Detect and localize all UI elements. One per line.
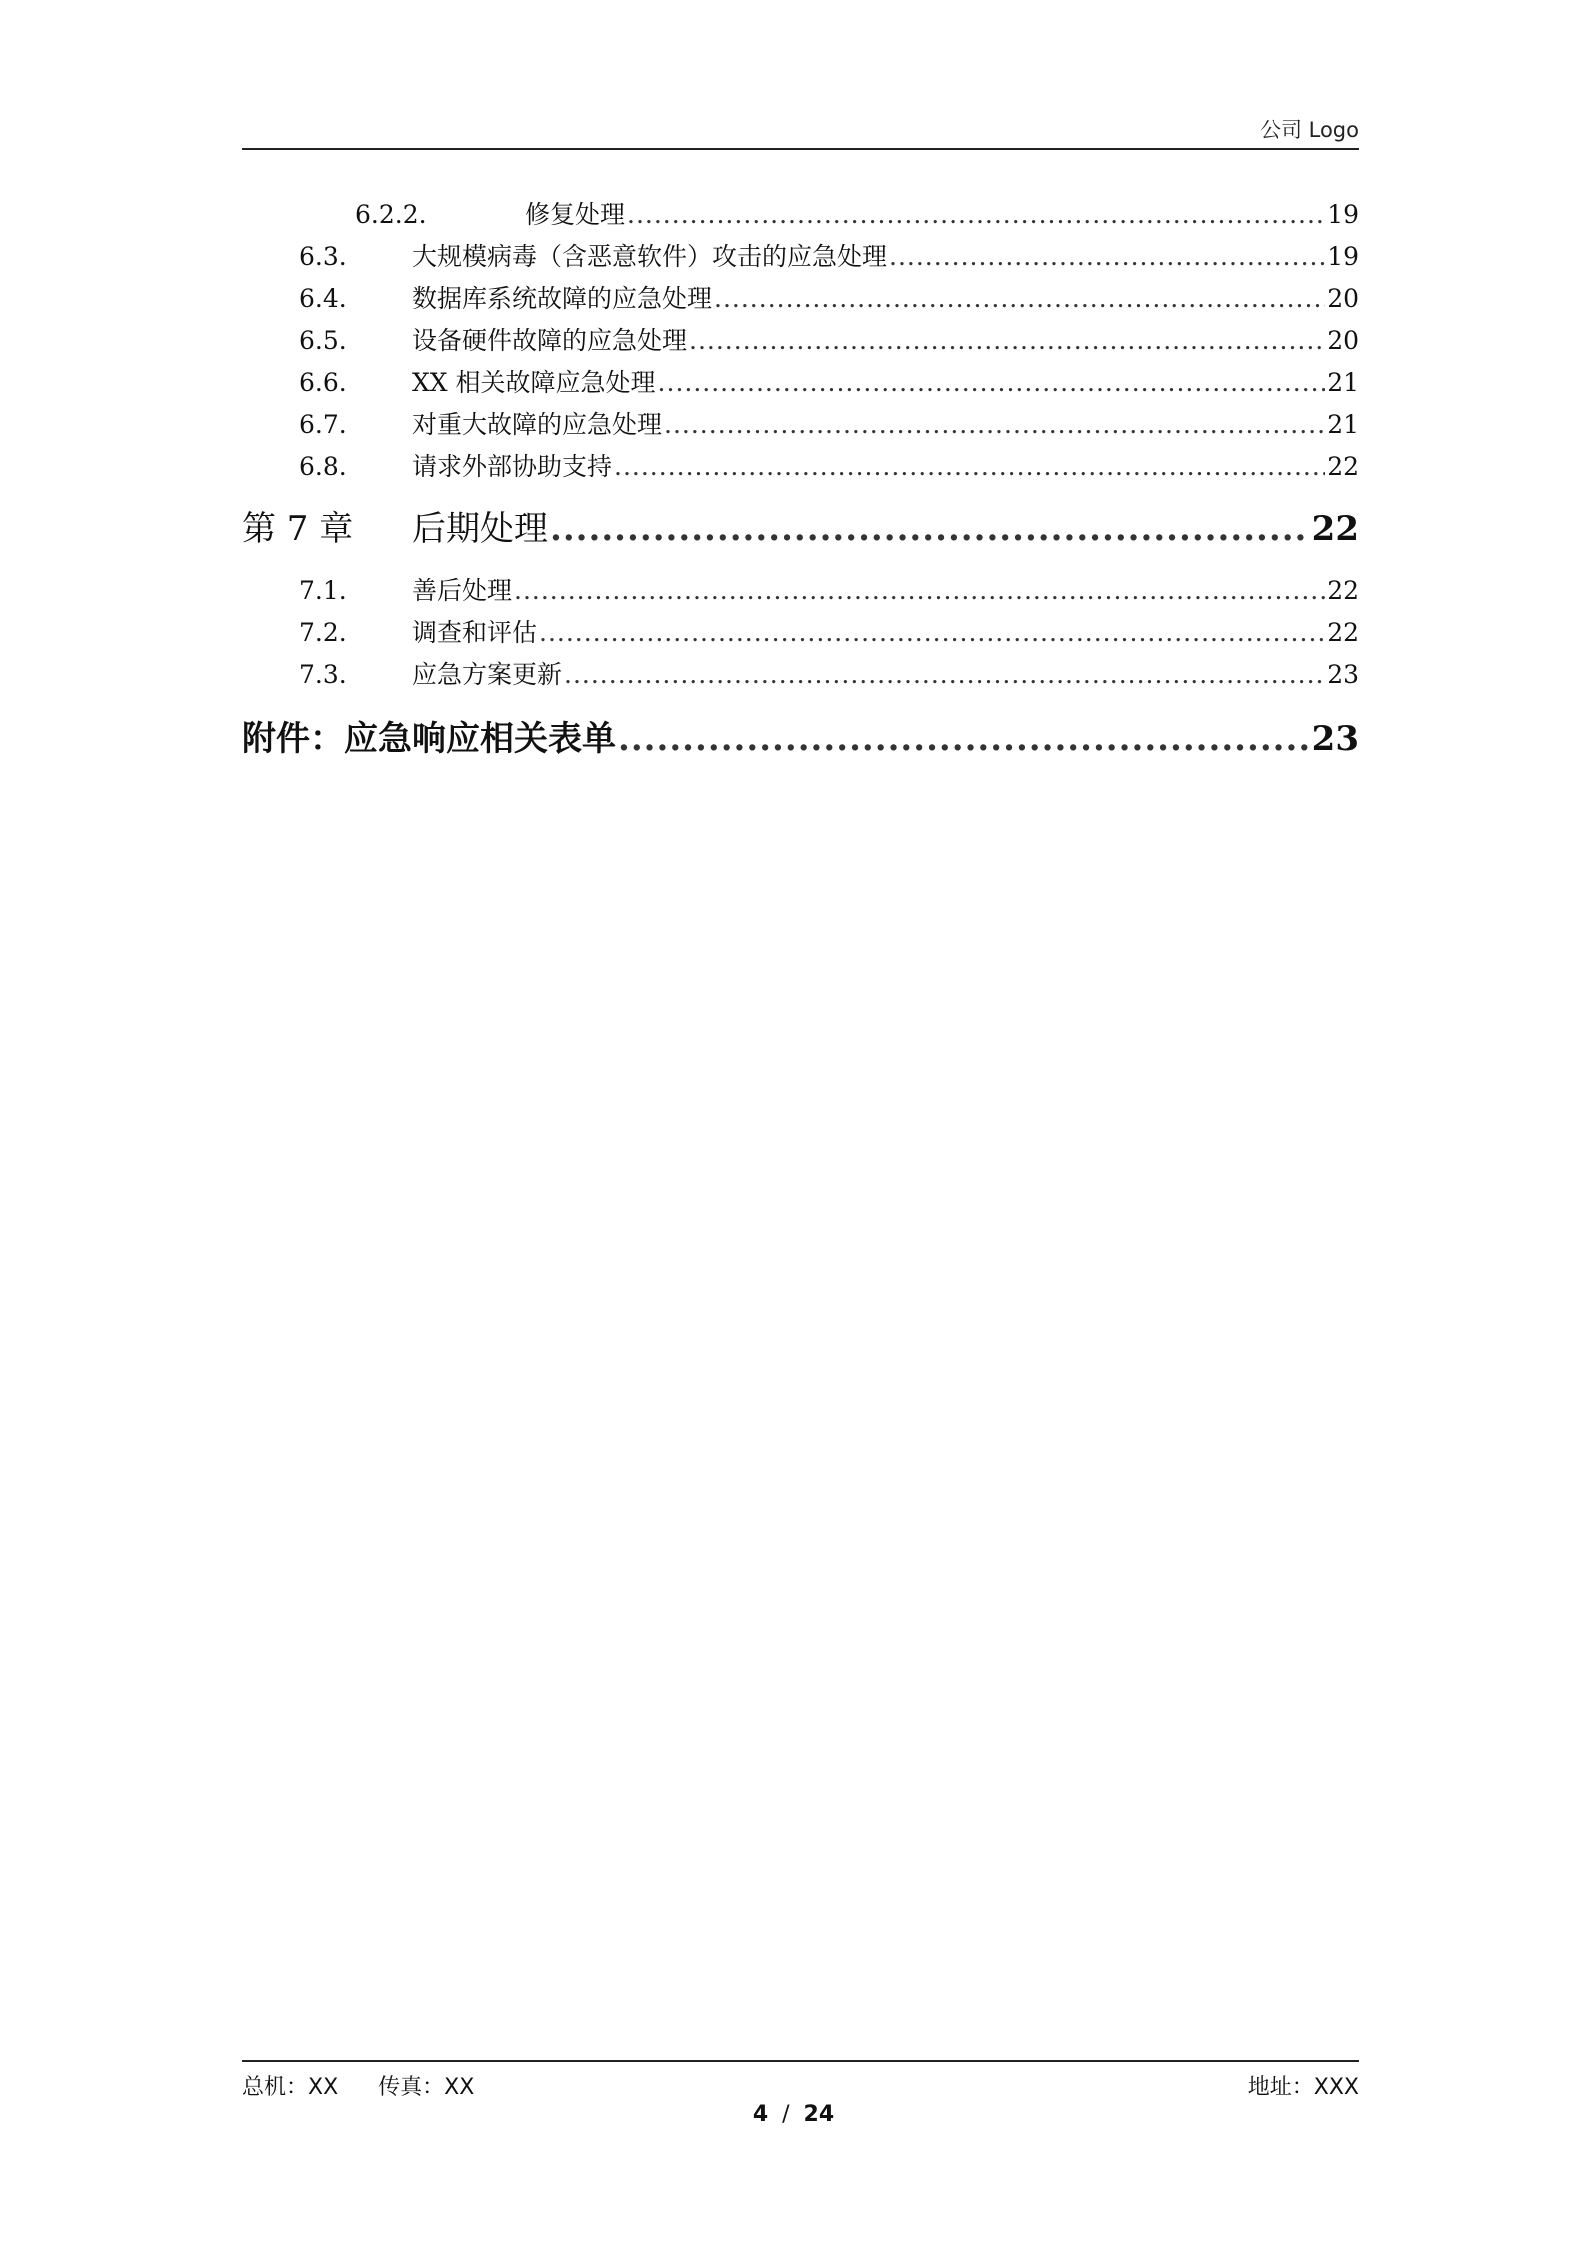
toc-entry[interactable] xyxy=(242,279,1359,321)
toc-entry[interactable] xyxy=(242,195,1359,237)
footer-address: 地址：XXX xyxy=(1247,2075,1359,2100)
toc-dot-leader xyxy=(564,660,1325,689)
toc-dot-leader xyxy=(658,368,1326,397)
toc-appendix-title: 附件：应急响应相关表单 xyxy=(242,719,616,759)
toc-chapter-number: 第 7 章 xyxy=(242,509,354,549)
toc-entry-page: 19 xyxy=(1327,242,1359,271)
toc-entry-number: 6.8. xyxy=(299,452,347,481)
toc-entry-page: 22 xyxy=(1327,452,1359,481)
toc-dot-leader xyxy=(550,509,1310,549)
footer-fax: 传真：XX xyxy=(378,2075,475,2100)
toc-entry-page: 22 xyxy=(1327,576,1359,605)
toc-entry-page: 20 xyxy=(1327,284,1359,313)
toc-appendix-page: 23 xyxy=(1311,719,1359,759)
toc-dot-leader xyxy=(514,576,1325,605)
current-page: 4 xyxy=(752,2102,769,2127)
toc-entry[interactable] xyxy=(242,321,1359,363)
footer-phone: 总机：XX xyxy=(242,2075,339,2100)
toc-entry-title: 调查和评估 xyxy=(412,618,538,647)
toc-entry-number: 6.3. xyxy=(299,242,347,271)
toc-entry[interactable] xyxy=(242,237,1359,279)
toc-entry-title: 大规模病毒（含恶意软件）攻击的应急处理 xyxy=(412,242,888,271)
company-logo-text: 公司 Logo xyxy=(1259,118,1359,142)
toc-entry-number: 7.2. xyxy=(299,618,347,647)
total-pages: 24 xyxy=(803,2102,835,2127)
toc-dot-leader xyxy=(664,410,1325,439)
toc-entry[interactable] xyxy=(242,571,1359,613)
toc-entry-title: XX 相关故障应急处理 xyxy=(412,368,656,397)
toc-entry-number: 6.7. xyxy=(299,410,347,439)
toc-dot-leader xyxy=(618,719,1310,759)
toc-entry-page: 20 xyxy=(1327,326,1359,355)
toc-chapter-title: 后期处理 xyxy=(412,509,548,549)
toc-entry-title: 对重大故障的应急处理 xyxy=(412,410,663,439)
toc-entry[interactable] xyxy=(242,405,1359,447)
toc-entry-number: 7.3. xyxy=(299,660,347,689)
page-number xyxy=(0,2102,1587,2127)
toc-chapter-entry[interactable] xyxy=(242,489,1359,571)
page-separator: / xyxy=(782,2102,790,2127)
toc-entry-page: 19 xyxy=(1327,200,1359,229)
toc-dot-leader xyxy=(539,618,1325,647)
toc-entry-page: 21 xyxy=(1327,410,1359,439)
toc-entry-title: 设备硬件故障的应急处理 xyxy=(412,326,688,355)
table-of-contents xyxy=(242,195,1359,781)
toc-entry-number: 6.5. xyxy=(299,326,347,355)
page-footer xyxy=(242,2060,1359,2100)
toc-entry-title: 修复处理 xyxy=(525,200,626,229)
toc-entry[interactable] xyxy=(242,363,1359,405)
toc-entry-title: 善后处理 xyxy=(412,576,513,605)
toc-entry-page: 23 xyxy=(1327,660,1359,689)
toc-entry-page: 21 xyxy=(1327,368,1359,397)
toc-entry-title: 应急方案更新 xyxy=(412,660,563,689)
toc-dot-leader xyxy=(889,242,1325,271)
toc-entry-title: 请求外部协助支持 xyxy=(412,452,613,481)
toc-dot-leader xyxy=(614,452,1325,481)
toc-entry-title: 数据库系统故障的应急处理 xyxy=(412,284,713,313)
toc-dot-leader xyxy=(714,284,1325,313)
toc-entry-number: 6.2.2. xyxy=(355,200,427,229)
toc-entry-number: 6.4. xyxy=(299,284,347,313)
toc-entry[interactable] xyxy=(242,613,1359,655)
toc-entry[interactable] xyxy=(242,655,1359,697)
toc-dot-leader xyxy=(689,326,1325,355)
toc-dot-leader xyxy=(627,200,1325,229)
page-header xyxy=(242,112,1359,150)
toc-entry[interactable] xyxy=(242,447,1359,489)
toc-appendix-entry[interactable] xyxy=(242,697,1359,781)
toc-entry-number: 7.1. xyxy=(299,576,347,605)
toc-chapter-page: 22 xyxy=(1311,509,1359,549)
toc-entry-number: 6.6. xyxy=(299,368,347,397)
toc-entry-page: 22 xyxy=(1327,618,1359,647)
footer-contact xyxy=(242,2070,514,2101)
